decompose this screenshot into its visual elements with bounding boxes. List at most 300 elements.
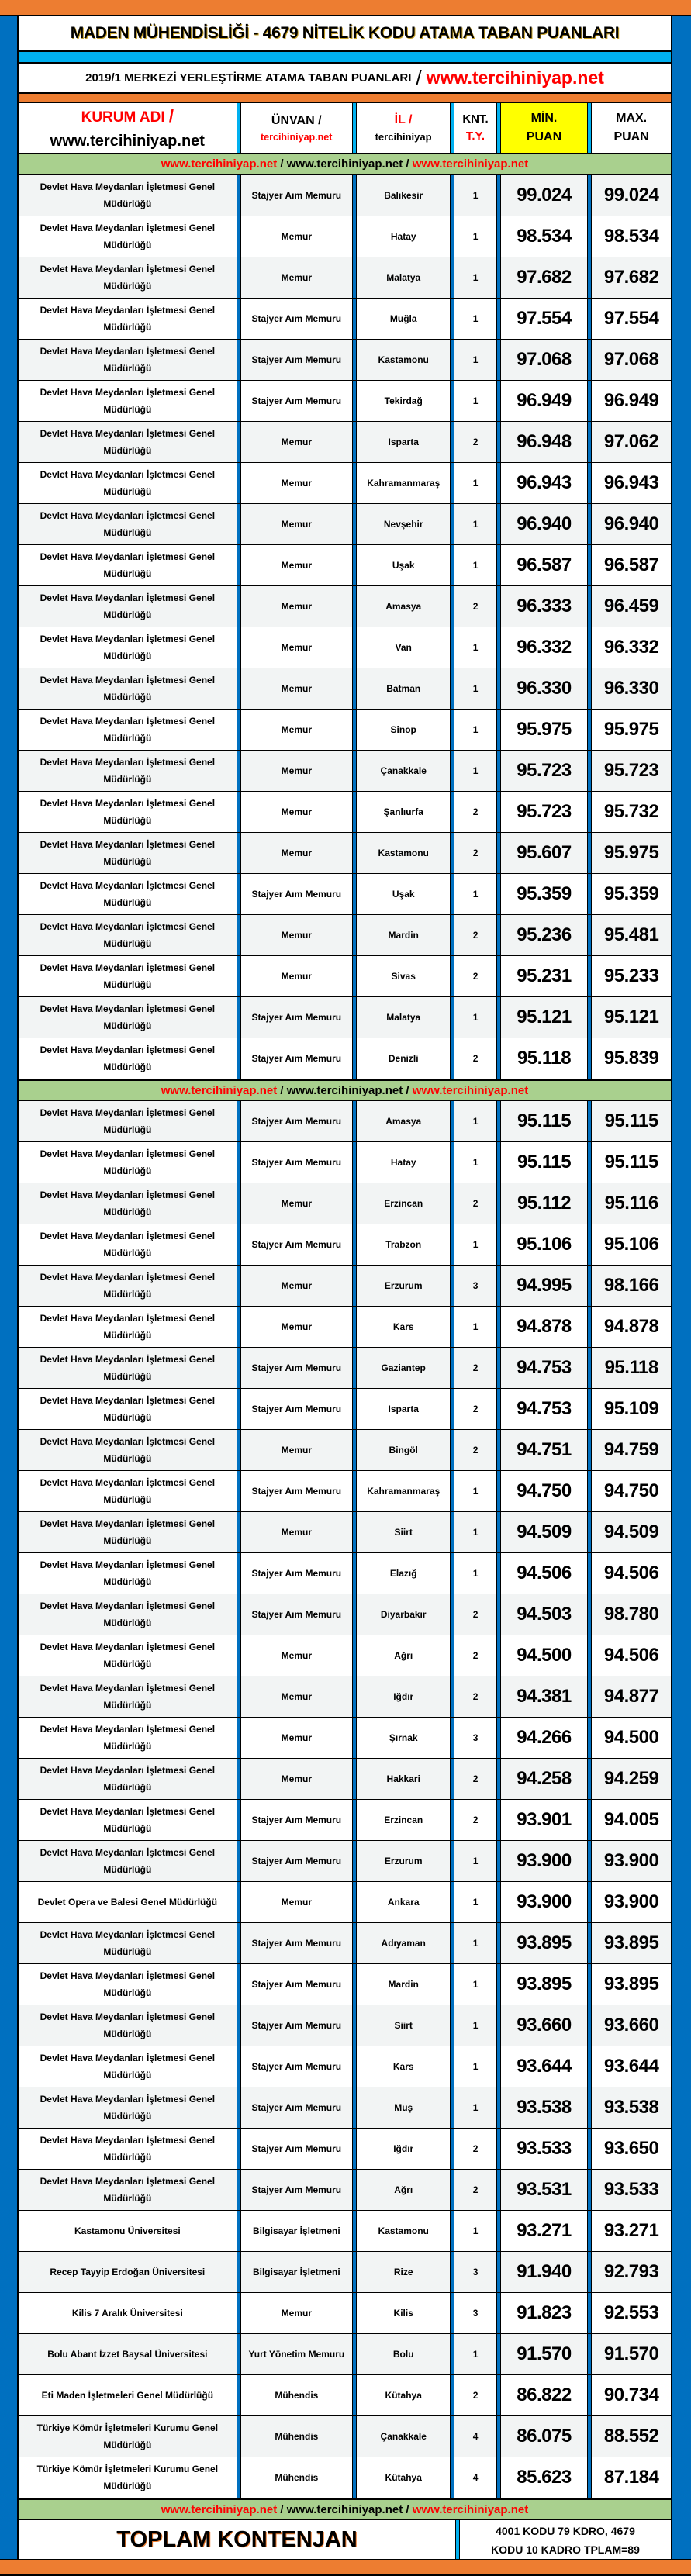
cell-kontenjan: 2 xyxy=(472,1773,479,1784)
cell-min-puan: 93.900 xyxy=(517,1891,572,1912)
cell-max-puan: 92.553 xyxy=(603,2302,659,2323)
light-blue-divider xyxy=(19,52,671,64)
cell-min-puan: 97.682 xyxy=(517,267,572,288)
cell-min-puan: 91.823 xyxy=(517,2302,572,2323)
table-row xyxy=(19,627,671,668)
cell-unvan: Mühendis xyxy=(275,2472,319,2483)
cell-min-puan: 95.723 xyxy=(517,801,572,822)
header-max-puan-label: PUAN xyxy=(613,130,649,143)
cell-unvan: Memur xyxy=(281,1280,312,1291)
table-row xyxy=(19,1224,671,1266)
cell-min-puan: 95.106 xyxy=(517,1234,572,1255)
cell-il: Adıyaman xyxy=(381,1938,426,1949)
table-row xyxy=(19,668,671,710)
table-row xyxy=(19,2252,671,2293)
cell-unvan: Memur xyxy=(281,231,312,242)
cell-unvan: Stajyer Aım Memuru xyxy=(251,1053,342,1064)
cell-min-puan: 93.895 xyxy=(517,1973,572,1994)
cell-max-puan: 97.062 xyxy=(603,431,659,452)
total-row xyxy=(19,2520,671,2560)
banner-sep: / xyxy=(277,1083,287,1097)
table-row xyxy=(19,1101,671,1142)
cell-unvan: Mühendis xyxy=(275,2431,319,2442)
cell-kontenjan: 2 xyxy=(472,848,479,858)
table-row xyxy=(19,956,671,997)
subtitle-site-link[interactable]: www.tercihiniyap.net xyxy=(426,67,604,88)
table-row xyxy=(19,175,671,216)
cell-unvan: Stajyer Aım Memuru xyxy=(251,1609,342,1620)
cell-unvan: Stajyer Aım Memuru xyxy=(251,1568,342,1579)
cell-kontenjan: 1 xyxy=(472,1486,479,1497)
table-row xyxy=(19,1183,671,1224)
table-row xyxy=(19,1718,671,1759)
cell-unvan: Stajyer Aım Memuru xyxy=(251,1404,342,1414)
cell-min-puan: 95.121 xyxy=(517,1007,572,1027)
table-row xyxy=(19,1266,671,1307)
cell-max-puan: 95.116 xyxy=(604,1193,658,1214)
cell-unvan: Mühendis xyxy=(275,2390,319,2401)
cell-min-puan: 94.995 xyxy=(517,1275,572,1296)
cell-kontenjan: 2 xyxy=(472,601,479,612)
subtitle xyxy=(19,64,671,94)
cell-kurum: Devlet Hava Meydanları İşletmesi Genel Müdürlüğü xyxy=(40,1806,216,1834)
header-min-label: MİN. xyxy=(530,112,558,125)
cell-max-puan: 95.115 xyxy=(604,1152,658,1172)
cell-kurum: Devlet Hava Meydanları İşletmesi Genel Müdürlüğü xyxy=(40,1395,216,1423)
cell-max-puan: 94.500 xyxy=(603,1727,659,1748)
cell-min-puan: 91.940 xyxy=(517,2261,572,2282)
banner-sep: / xyxy=(403,1083,413,1097)
cell-kurum: Devlet Hava Meydanları İşletmesi Genel Müdürlüğü xyxy=(40,346,216,374)
cell-kurum: Devlet Hava Meydanları İşletmesi Genel Müdürlüğü xyxy=(40,181,216,209)
cell-unvan: Stajyer Aım Memuru xyxy=(251,1979,342,1990)
bottom-orange-stripe xyxy=(0,2559,691,2576)
cell-max-puan: 94.509 xyxy=(603,1521,659,1542)
cell-min-puan: 95.231 xyxy=(517,965,572,986)
subtitle-separator: / xyxy=(416,66,422,89)
cell-unvan: Memur xyxy=(281,2308,312,2319)
cell-kurum: Devlet Hava Meydanları İşletmesi Genel Müdürlüğü xyxy=(40,962,216,990)
cell-kontenjan: 1 xyxy=(472,354,479,365)
cell-unvan: Stajyer Aım Memuru xyxy=(251,1362,342,1373)
cell-il: Siirt xyxy=(394,1527,413,1538)
cell-kontenjan: 1 xyxy=(472,1568,479,1579)
cell-kurum: Devlet Hava Meydanları İşletmesi Genel Müdürlüğü xyxy=(40,1929,216,1957)
cell-min-puan: 93.644 xyxy=(517,2056,572,2077)
table-row xyxy=(19,997,671,1038)
table-row xyxy=(19,1553,671,1594)
cell-min-puan: 96.333 xyxy=(517,596,572,616)
cell-il: Erzurum xyxy=(384,1856,423,1866)
cell-max-puan: 96.940 xyxy=(603,513,659,534)
banner-link[interactable]: www.tercihiniyap.net xyxy=(412,2502,529,2516)
cell-il: Iğdır xyxy=(393,2143,414,2154)
table-row xyxy=(19,2129,671,2170)
cell-kontenjan: 2 xyxy=(472,1362,479,1373)
cell-il: Hatay xyxy=(390,1157,416,1168)
cell-il: Denizli xyxy=(388,1053,419,1064)
header-max-puan xyxy=(592,103,671,153)
cell-il: Erzincan xyxy=(384,1815,423,1825)
cell-kontenjan: 1 xyxy=(472,1116,479,1127)
table-row xyxy=(19,1594,671,1635)
table-row xyxy=(19,1512,671,1553)
cell-kurum: Türkiye Kömür İşletmeleri Kurumu Genel Müdürlüğü xyxy=(36,2422,219,2450)
site-banner-bottom xyxy=(19,2498,671,2520)
cell-kontenjan: 4 xyxy=(472,2431,479,2442)
cell-min-puan: 94.506 xyxy=(517,1563,572,1583)
cell-max-puan: 97.682 xyxy=(603,267,659,288)
cell-min-puan: 93.271 xyxy=(517,2220,572,2241)
table-row xyxy=(19,1038,671,1079)
site-banner-middle xyxy=(19,1079,671,1101)
cell-il: Şırnak xyxy=(389,1732,418,1743)
cell-unvan: Stajyer Aım Memuru xyxy=(251,1856,342,1866)
cell-kurum: Recep Tayyip Erdoğan Üniversitesi xyxy=(50,2267,206,2277)
cell-min-puan: 95.607 xyxy=(517,842,572,863)
cell-il: Erzurum xyxy=(384,1280,423,1291)
table-row xyxy=(19,1964,671,2005)
cell-il: Bingöl xyxy=(389,1445,418,1455)
cell-min-puan: 94.503 xyxy=(517,1604,572,1625)
cell-kontenjan: 1 xyxy=(472,2349,479,2360)
cell-kurum: Devlet Hava Meydanları İşletmesi Genel Müdürlüğü xyxy=(40,675,216,703)
banner-link[interactable]: www.tercihiniyap.net xyxy=(161,2502,278,2516)
cell-kurum: Devlet Hava Meydanları İşletmesi Genel Müdürlüğü xyxy=(40,1045,216,1072)
cell-min-puan: 95.118 xyxy=(517,1048,572,1069)
header-il xyxy=(357,103,451,153)
banner-link[interactable]: www.tercihiniyap.net xyxy=(286,2502,403,2516)
cell-max-puan: 95.121 xyxy=(603,1007,659,1027)
cell-max-puan: 95.359 xyxy=(603,883,659,904)
cell-max-puan: 94.506 xyxy=(603,1563,659,1583)
cell-kontenjan: 1 xyxy=(472,1321,479,1332)
cell-unvan: Stajyer Aım Memuru xyxy=(251,1938,342,1949)
header-kurum-slash: / xyxy=(168,106,174,126)
cell-unvan: Stajyer Aım Memuru xyxy=(251,190,342,201)
cell-max-puan: 94.506 xyxy=(603,1645,659,1666)
cell-max-puan: 95.723 xyxy=(603,760,659,781)
cell-unvan: Memur xyxy=(281,765,312,776)
cell-il: Sivas xyxy=(391,971,416,982)
table-body-block-1 xyxy=(19,175,671,1079)
cell-kontenjan: 2 xyxy=(472,437,479,447)
cell-max-puan: 96.943 xyxy=(603,472,659,493)
banner-sep: / xyxy=(403,2502,413,2516)
cell-max-puan: 98.534 xyxy=(603,226,659,247)
cell-kurum: Devlet Hava Meydanları İşletmesi Genel Müdürlüğü xyxy=(40,1148,216,1176)
cell-kurum: Devlet Hava Meydanları İşletmesi Genel Müdürlüğü xyxy=(40,921,216,949)
header-il-label: İL / xyxy=(394,113,413,127)
table-row xyxy=(19,1759,671,1800)
cell-kurum: Devlet Hava Meydanları İşletmesi Genel Müdürlüğü xyxy=(40,510,216,538)
table-row xyxy=(19,915,671,956)
cell-kontenjan: 1 xyxy=(472,889,479,900)
cell-il: Erzincan xyxy=(384,1198,423,1209)
cell-il: Kars xyxy=(392,2061,414,2072)
cell-il: Kastamonu xyxy=(378,848,429,858)
cell-unvan: Memur xyxy=(281,642,312,653)
cell-il: Malatya xyxy=(386,272,421,283)
banner-link[interactable]: www.tercihiniyap.net xyxy=(161,157,278,171)
table-row xyxy=(19,1841,671,1882)
cell-unvan: Memur xyxy=(281,724,312,735)
cell-max-puan: 88.552 xyxy=(603,2426,659,2447)
cell-il: Kilis xyxy=(393,2308,413,2319)
cell-il: Diyarbakır xyxy=(380,1609,427,1620)
table-row xyxy=(19,1676,671,1718)
table-row xyxy=(19,340,671,381)
banner-sep: / xyxy=(403,157,413,171)
cell-kurum: Devlet Hava Meydanları İşletmesi Genel Müdürlüğü xyxy=(40,1107,216,1135)
cell-unvan: Bilgisayar İşletmeni xyxy=(252,2226,340,2236)
cell-min-puan: 96.940 xyxy=(517,513,572,534)
cell-max-puan: 92.793 xyxy=(603,2261,659,2282)
cell-unvan: Stajyer Aım Memuru xyxy=(251,1486,342,1497)
cell-min-puan: 94.753 xyxy=(517,1357,572,1378)
cell-unvan: Stajyer Aım Memuru xyxy=(251,2020,342,2031)
cell-kurum: Devlet Hava Meydanları İşletmesi Genel Müdürlüğü xyxy=(40,387,216,415)
table-row xyxy=(19,1142,671,1183)
table-row xyxy=(19,2293,671,2334)
cell-min-puan: 96.943 xyxy=(517,472,572,493)
table-row xyxy=(19,545,671,586)
header-unvan-label: ÜNVAN / xyxy=(271,113,322,127)
cell-kontenjan: 3 xyxy=(472,1732,479,1743)
cell-kurum: Bolu Abant İzzet Baysal Üniversitesi xyxy=(47,2349,208,2360)
cell-kontenjan: 4 xyxy=(472,2472,479,2483)
cell-min-puan: 94.258 xyxy=(517,1768,572,1789)
total-summary-line-1: 4001 KODU 79 KDRO, 4679 xyxy=(496,2524,635,2537)
cell-il: Ağrı xyxy=(394,1650,413,1661)
cell-max-puan: 95.839 xyxy=(603,1048,659,1069)
cell-max-puan: 93.644 xyxy=(603,2056,659,2077)
banner-link[interactable]: www.tercihiniyap.net xyxy=(286,157,403,171)
cell-kontenjan: 1 xyxy=(472,519,479,530)
cell-il: Kars xyxy=(392,1321,414,1332)
cell-max-puan: 94.877 xyxy=(603,1686,659,1707)
cell-kontenjan: 1 xyxy=(472,1527,479,1538)
cell-kontenjan: 1 xyxy=(472,1856,479,1866)
cell-unvan: Memur xyxy=(281,971,312,982)
cell-max-puan: 97.068 xyxy=(603,349,659,370)
table-row xyxy=(19,1471,671,1512)
cell-min-puan: 99.024 xyxy=(517,185,572,205)
cell-max-puan: 94.759 xyxy=(603,1439,659,1460)
cell-unvan: Memur xyxy=(281,683,312,694)
cell-il: Çanakkale xyxy=(380,765,427,776)
banner-link[interactable]: www.tercihiniyap.net xyxy=(286,1083,403,1097)
header-kurum xyxy=(19,103,237,153)
cell-min-puan: 96.332 xyxy=(517,637,572,658)
header-kurum-site: www.tercihiniyap.net xyxy=(50,132,205,150)
cell-unvan: Stajyer Aım Memuru xyxy=(251,1239,342,1250)
cell-min-puan: 95.112 xyxy=(517,1193,572,1214)
cell-unvan: Memur xyxy=(281,1773,312,1784)
cell-kurum: Devlet Hava Meydanları İşletmesi Genel Müdürlüğü xyxy=(40,1003,216,1031)
cell-min-puan: 94.753 xyxy=(517,1398,572,1419)
table-row xyxy=(19,1307,671,1348)
banner-sep: / xyxy=(277,157,287,171)
cell-max-puan: 94.259 xyxy=(603,1768,659,1789)
cell-kurum: Devlet Hava Meydanları İşletmesi Genel Müdürlüğü xyxy=(40,1601,216,1628)
cell-unvan: Memur xyxy=(281,1527,312,1538)
table-row xyxy=(19,874,671,915)
cell-kontenjan: 1 xyxy=(472,272,479,283)
cell-kurum: Devlet Hava Meydanları İşletmesi Genel Müdürlüğü xyxy=(40,1313,216,1341)
cell-il: Hatay xyxy=(390,231,416,242)
cell-unvan: Memur xyxy=(281,478,312,489)
cell-kontenjan: 2 xyxy=(472,2143,479,2154)
cell-kontenjan: 1 xyxy=(472,2226,479,2236)
cell-kontenjan: 2 xyxy=(472,971,479,982)
cell-kurum: Devlet Hava Meydanları İşletmesi Genel Müdürlüğü xyxy=(40,1683,216,1711)
table-header xyxy=(19,103,671,154)
cell-max-puan: 95.975 xyxy=(603,719,659,740)
cell-unvan: Stajyer Aım Memuru xyxy=(251,395,342,406)
header-ty-label: T.Y. xyxy=(465,129,485,143)
cell-kontenjan: 1 xyxy=(472,190,479,201)
cell-min-puan: 93.660 xyxy=(517,2015,572,2036)
cell-il: Kastamonu xyxy=(378,2226,429,2236)
cell-kontenjan: 1 xyxy=(472,1239,479,1250)
header-kurum-label: KURUM ADI xyxy=(81,109,169,126)
cell-kurum: Devlet Hava Meydanları İşletmesi Genel Müdürlüğü xyxy=(40,1477,216,1505)
cell-kurum: Devlet Hava Meydanları İşletmesi Genel Müdürlüğü xyxy=(40,634,216,661)
cell-kurum: Devlet Hava Meydanları İşletmesi Genel Müdürlüğü xyxy=(40,592,216,620)
cell-il: Van xyxy=(395,642,412,653)
cell-kurum: Devlet Hava Meydanları İşletmesi Genel Müdürlüğü xyxy=(40,716,216,744)
cell-kurum: Devlet Hava Meydanları İşletmesi Genel Müdürlüğü xyxy=(40,1724,216,1752)
cell-unvan: Memur xyxy=(281,1321,312,1332)
cell-unvan: Stajyer Aım Memuru xyxy=(251,1157,342,1168)
cell-il: Sinop xyxy=(390,724,416,735)
cell-min-puan: 95.115 xyxy=(517,1152,572,1172)
cell-unvan: Memur xyxy=(281,1445,312,1455)
cell-min-puan: 93.533 xyxy=(517,2138,572,2159)
cell-kurum: Devlet Hava Meydanları İşletmesi Genel Müdürlüğü xyxy=(40,551,216,579)
cell-kurum: Devlet Hava Meydanları İşletmesi Genel Müdürlüğü xyxy=(40,839,216,867)
cell-kontenjan: 1 xyxy=(472,1157,479,1168)
cell-il: Elazığ xyxy=(389,1568,417,1579)
cell-unvan: Stajyer Aım Memuru xyxy=(251,2143,342,2154)
cell-unvan: Memur xyxy=(281,437,312,447)
cell-max-puan: 93.533 xyxy=(603,2179,659,2200)
cell-il: Siirt xyxy=(394,2020,413,2031)
cell-kontenjan: 1 xyxy=(472,231,479,242)
cell-max-puan: 96.330 xyxy=(603,678,659,699)
table-row xyxy=(19,2334,671,2375)
cell-unvan: Stajyer Aım Memuru xyxy=(251,2061,342,2072)
cell-max-puan: 96.949 xyxy=(603,390,659,411)
cell-il: Ağrı xyxy=(394,2184,413,2195)
site-banner-top xyxy=(19,154,671,175)
cell-kontenjan: 1 xyxy=(472,313,479,324)
cell-il: Kahramanmaraş xyxy=(367,1486,441,1497)
banner-link[interactable]: www.tercihiniyap.net xyxy=(412,1083,529,1097)
cell-il: Kütahya xyxy=(385,2472,422,2483)
cell-il: Kastamonu xyxy=(378,354,429,365)
cell-min-puan: 95.359 xyxy=(517,883,572,904)
cell-max-puan: 95.975 xyxy=(603,842,659,863)
cell-il: Balıkesir xyxy=(384,190,423,201)
cell-min-puan: 93.531 xyxy=(517,2179,572,2200)
cell-unvan: Memur xyxy=(281,930,312,941)
header-kontenjan xyxy=(454,103,496,153)
cell-kontenjan: 1 xyxy=(472,395,479,406)
table-row xyxy=(19,1389,671,1430)
cell-max-puan: 95.115 xyxy=(604,1110,658,1131)
cell-kontenjan: 1 xyxy=(472,2102,479,2113)
cell-min-puan: 95.115 xyxy=(517,1110,572,1131)
cell-max-puan: 98.166 xyxy=(603,1275,659,1296)
cell-max-puan: 93.660 xyxy=(603,2015,659,2036)
cell-max-puan: 93.900 xyxy=(603,1891,659,1912)
cell-il: Gaziantep xyxy=(381,1362,426,1373)
cell-kurum: Devlet Hava Meydanları İşletmesi Genel Müdürlüğü xyxy=(40,2011,216,2039)
cell-il: Uşak xyxy=(392,560,415,571)
cell-kurum: Devlet Hava Meydanları İşletmesi Genel Müdürlüğü xyxy=(40,264,216,292)
header-max-label: MAX. xyxy=(616,112,648,125)
cell-kontenjan: 1 xyxy=(472,2020,479,2031)
cell-kurum: Eti Maden İşletmeleri Genel Müdürlüğü xyxy=(41,2390,214,2401)
cell-kurum: Kastamonu Üniversitesi xyxy=(74,2226,181,2236)
cell-unvan: Memur xyxy=(281,272,312,283)
cell-max-puan: 97.554 xyxy=(603,308,659,329)
cell-unvan: Stajyer Aım Memuru xyxy=(251,354,342,365)
cell-kurum: Devlet Hava Meydanları İşletmesi Genel Müdürlüğü xyxy=(40,757,216,785)
header-unvan xyxy=(241,103,352,153)
table-row xyxy=(19,2457,671,2498)
cell-min-puan: 85.623 xyxy=(517,2467,572,2488)
cell-min-puan: 94.750 xyxy=(517,1480,572,1501)
cell-kurum: Devlet Hava Meydanları İşletmesi Genel Müdürlüğü xyxy=(40,1190,216,1217)
top-orange-stripe xyxy=(0,0,691,16)
cell-min-puan: 96.949 xyxy=(517,390,572,411)
table-row xyxy=(19,710,671,751)
table-row xyxy=(19,792,671,833)
cell-kontenjan: 2 xyxy=(472,1198,479,1209)
table-row xyxy=(19,1800,671,1841)
cell-max-puan: 95.106 xyxy=(603,1234,659,1255)
cell-il: Şanlıurfa xyxy=(383,806,423,817)
header-unvan-site: tercihiniyap.net xyxy=(261,131,333,143)
cell-il: Nevşehir xyxy=(383,519,423,530)
banner-link[interactable]: www.tercihiniyap.net xyxy=(161,1083,278,1097)
table-row xyxy=(19,586,671,627)
cell-kontenjan: 1 xyxy=(472,560,479,571)
cell-max-puan: 90.734 xyxy=(603,2384,659,2405)
header-min-puan-label: PUAN xyxy=(526,130,562,143)
cell-il: Mardin xyxy=(388,1979,419,1990)
cell-il: Isparta xyxy=(388,1404,419,1414)
cell-min-puan: 94.878 xyxy=(517,1316,572,1337)
cell-unvan: Stajyer Aım Memuru xyxy=(251,313,342,324)
cell-min-puan: 86.075 xyxy=(517,2426,572,2447)
cell-min-puan: 95.723 xyxy=(517,760,572,781)
cell-unvan: Stajyer Aım Memuru xyxy=(251,889,342,900)
table-row xyxy=(19,1882,671,1923)
banner-link[interactable]: www.tercihiniyap.net xyxy=(412,157,529,171)
table-row xyxy=(19,1430,671,1471)
cell-kontenjan: 2 xyxy=(472,1815,479,1825)
cell-unvan: Stajyer Aım Memuru xyxy=(251,2184,342,2195)
header-il-site: tercihiniyap xyxy=(375,131,432,143)
total-label: TOPLAM KONTENJAN xyxy=(116,2527,358,2552)
cell-kurum: Devlet Hava Meydanları İşletmesi Genel Müdürlüğü xyxy=(40,1970,216,1998)
cell-kontenjan: 2 xyxy=(472,930,479,941)
cell-min-puan: 94.381 xyxy=(517,1686,572,1707)
